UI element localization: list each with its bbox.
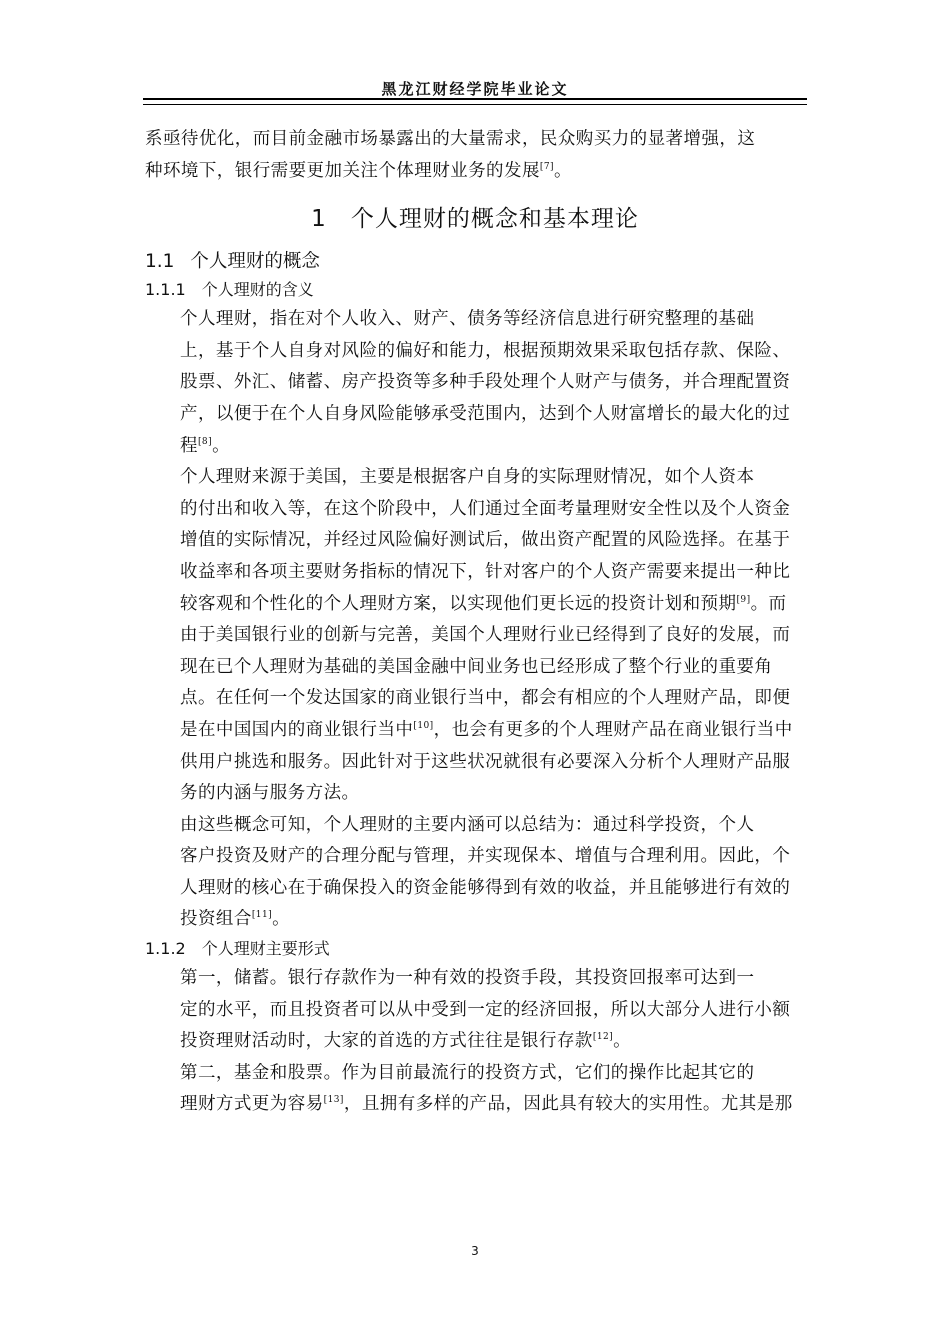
body-paragraph bbox=[145, 462, 805, 810]
text-run: 。 bbox=[212, 435, 231, 456]
citation: [7] bbox=[539, 161, 555, 172]
text-line: 现在已个人理财为基础的美国金融中间业务也已经形成了整个行业的重要角 bbox=[180, 656, 773, 677]
body-paragraph bbox=[145, 963, 805, 1058]
text-line: 增值的实际情况，并经过风险偏好测试后，做出资产配置的风险选择。在基于 bbox=[180, 530, 791, 551]
text-line: 由这些概念可知，个人理财的主要内涵可以总结为：通过科学投资，个人 bbox=[180, 814, 755, 835]
citation: [8] bbox=[197, 436, 213, 447]
text-line: 点。在任何一个发达国家的商业银行当中，都会有相应的个人理财产品，即便 bbox=[180, 688, 791, 709]
text-line bbox=[145, 431, 805, 463]
text-line: 第一，储蓄。银行存款作为一种有效的投资手段，其投资回报率可达到一 bbox=[180, 968, 755, 989]
text-run: 。而 bbox=[750, 593, 787, 614]
section-number: 1.1 bbox=[145, 251, 175, 273]
page-number: 3 bbox=[471, 1244, 479, 1258]
subsection-number: 1.1.1 bbox=[145, 280, 186, 300]
text-line: 人理财的核心在于确保投入的资金能够得到有效的收益，并且能够进行有效的 bbox=[180, 877, 791, 898]
text-line: 产，以便于在个人自身风险能够承受范围内，达到个人财富增长的最大化的过 bbox=[180, 403, 791, 424]
text-line: 上，基于个人自身对风险的偏好和能力，根据预期效果采取包括存款、保险、 bbox=[180, 340, 791, 361]
subsection-heading bbox=[145, 936, 805, 959]
text-line: 供用户挑选和服务。因此针对于这些状况就很有必要深入分析个人理财产品服 bbox=[180, 751, 791, 772]
text-line bbox=[145, 1026, 805, 1058]
text-line: 的付出和收入等，在这个阶段中，人们通过全面考量理财安全性以及个人资金 bbox=[180, 498, 791, 519]
text-run: 投资组合 bbox=[180, 909, 252, 930]
chapter-number: 1 bbox=[311, 206, 327, 233]
body-paragraph bbox=[145, 304, 805, 462]
running-header: 黑龙江财经学院毕业论文 bbox=[381, 80, 569, 98]
text-line bbox=[145, 589, 805, 621]
body-paragraph bbox=[145, 1058, 805, 1121]
citation: [10] bbox=[413, 720, 434, 731]
citation: [11] bbox=[251, 910, 273, 921]
section-title: 个人理财的概念 bbox=[190, 251, 320, 273]
subsection-title: 个人理财主要形式 bbox=[201, 939, 330, 959]
subsection-heading bbox=[145, 277, 805, 300]
text-run: ，且拥有多样的产品，因此具有较大的实用性。尤其是那 bbox=[343, 1094, 793, 1115]
body-paragraph bbox=[145, 810, 805, 936]
subsection-title: 个人理财的含义 bbox=[201, 280, 314, 300]
header-rule-thin bbox=[143, 104, 807, 105]
text-line: 第二，基金和股票。作为目前最流行的投资方式，它们的操作比起其它的 bbox=[180, 1062, 755, 1083]
text-run: 种环境下，银行需要更加关注个体理财业务的发展 bbox=[145, 160, 540, 181]
text-run: 。 bbox=[554, 160, 572, 181]
text-run: 理财方式更为容易 bbox=[180, 1094, 324, 1115]
text-run: 。 bbox=[613, 1031, 632, 1052]
text-line bbox=[145, 904, 805, 936]
text-line: 由于美国银行业的创新与完善，美国个人理财行业已经得到了良好的发展，而 bbox=[180, 625, 791, 646]
intro-paragraph bbox=[145, 124, 805, 187]
text-run: 较客观和个性化的个人理财方案，以实现他们更长远的投资计划和预期 bbox=[180, 593, 737, 614]
text-line bbox=[145, 715, 805, 747]
text-line bbox=[145, 156, 805, 188]
text-line: 个人理财来源于美国，主要是根据客户自身的实际理财情况，如个人资本 bbox=[180, 467, 755, 488]
text-run: 程 bbox=[180, 435, 198, 456]
subsection-number: 1.1.2 bbox=[145, 939, 186, 959]
citation: [13] bbox=[323, 1095, 344, 1106]
citation: [9] bbox=[736, 594, 751, 605]
text-run: 投资理财活动时，大家的首选的方式往往是银行存款 bbox=[180, 1031, 593, 1052]
text-line: 务的内涵与服务方法。 bbox=[180, 783, 360, 804]
text-line: 股票、外汇、储蓄、房产投资等多种手段处理个人财产与债务，并合理配置资 bbox=[180, 372, 791, 393]
text-line: 系亟待优化，而目前金融市场暴露出的大量需求，民众购买力的显著增强，这 bbox=[145, 129, 756, 149]
text-line: 定的水平，而且投资者可以从中受到一定的经济回报，所以大部分人进行小额 bbox=[180, 999, 791, 1020]
text-line bbox=[145, 1089, 805, 1121]
page-body bbox=[145, 124, 805, 1121]
section-heading bbox=[145, 247, 805, 273]
header-rule-thick bbox=[143, 98, 807, 100]
text-line: 个人理财，指在对个人收入、财产、债务等经济信息进行研究整理的基础 bbox=[180, 309, 755, 330]
text-run: 。 bbox=[272, 909, 291, 930]
citation: [12] bbox=[592, 1032, 614, 1043]
chapter-heading bbox=[145, 200, 805, 233]
text-line: 客户投资及财产的合理分配与管理，并实现保本、增值与合理利用。因此，个 bbox=[180, 846, 791, 867]
text-line: 收益率和各项主要财务指标的情况下，针对客户的个人资产需要来提出一种比 bbox=[180, 561, 791, 582]
chapter-title: 个人理财的概念和基本理论 bbox=[350, 206, 639, 233]
text-run: 是在中国国内的商业银行当中 bbox=[180, 719, 414, 740]
text-run: ，也会有更多的个人理财产品在商业银行当中 bbox=[433, 719, 793, 740]
